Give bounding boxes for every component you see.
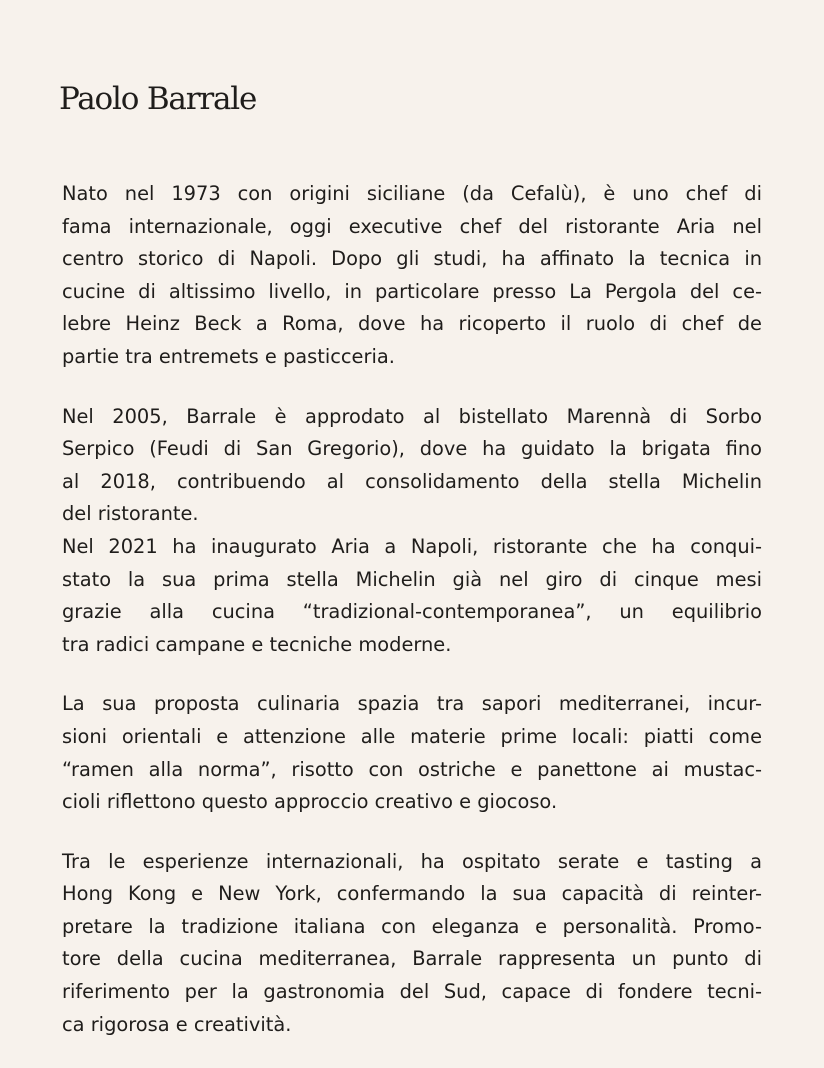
text-line: cucine di altissimo livello, in particolare presso La Pergola del ce- (62, 279, 762, 303)
text-line: lebre Heinz Beck a Roma, dove ha ricoperto il ruolo di chef de (62, 312, 762, 336)
text-line: partie tra entremets e pasticceria. (62, 344, 395, 368)
text-line: Nel 2021 ha inaugurato Aria a Napoli, ristorante che ha conqui- (62, 534, 762, 558)
text-line: Hong Kong e New York, confermando la sua capacità di reinter- (62, 882, 762, 906)
paragraph-origins (62, 178, 762, 374)
text-line: tra radici campane e tecniche moderne. (62, 632, 452, 656)
paragraph-cuisine (62, 688, 762, 818)
text-line: del ristorante. (62, 502, 199, 526)
text-line: sioni orientali e attenzione alle materie prime locali: piatti come (62, 724, 762, 748)
paragraph-international (62, 846, 762, 1042)
text-line: “ramen alla norma”, risotto con ostriche e panettone ai mustac- (62, 757, 762, 781)
text-line: Tra le esperienze internazionali, ha ospitato serate e tasting a (62, 849, 762, 873)
text-line: La sua proposta culinaria spazia tra sapori mediterranei, incur- (62, 692, 762, 716)
text-line: centro storico di Napoli. Dopo gli studi, ha affinato la tecnica in (62, 247, 762, 271)
text-line: ca rigorosa e creatività. (62, 1012, 292, 1036)
text-line: pretare la tradizione italiana con eleganza e personalità. Promo- (62, 914, 762, 938)
biography-text (62, 178, 762, 1068)
text-line: Serpico (Feudi di San Gregorio), dove ha guidato la brigata fino (62, 437, 762, 461)
paragraph-career (62, 401, 762, 662)
text-line: tore della cucina mediterranea, Barrale rappresenta un punto di (62, 947, 762, 971)
text-line: stato la sua prima stella Michelin già nel giro di cinque mesi (62, 567, 762, 591)
text-line: grazie alla cucina “tradizional-contemporanea”, un equilibrio (62, 600, 762, 624)
text-line: Nel 2005, Barrale è approdato al bistellato Marennà di Sorbo (62, 404, 762, 428)
text-line: fama internazionale, oggi executive chef del ristorante Aria nel (62, 214, 762, 238)
text-line: al 2018, contribuendo al consolidamento della stella Michelin (62, 469, 762, 493)
text-line: Nato nel 1973 con origini siciliane (da Cefalù), è uno chef di (62, 182, 762, 205)
text-line: riferimento per la gastronomia del Sud, capace di fondere tecni- (62, 980, 762, 1004)
page-title: Paolo Barrale (59, 81, 257, 117)
text-line: cioli riflettono questo approccio creativo e giocoso. (62, 790, 558, 814)
